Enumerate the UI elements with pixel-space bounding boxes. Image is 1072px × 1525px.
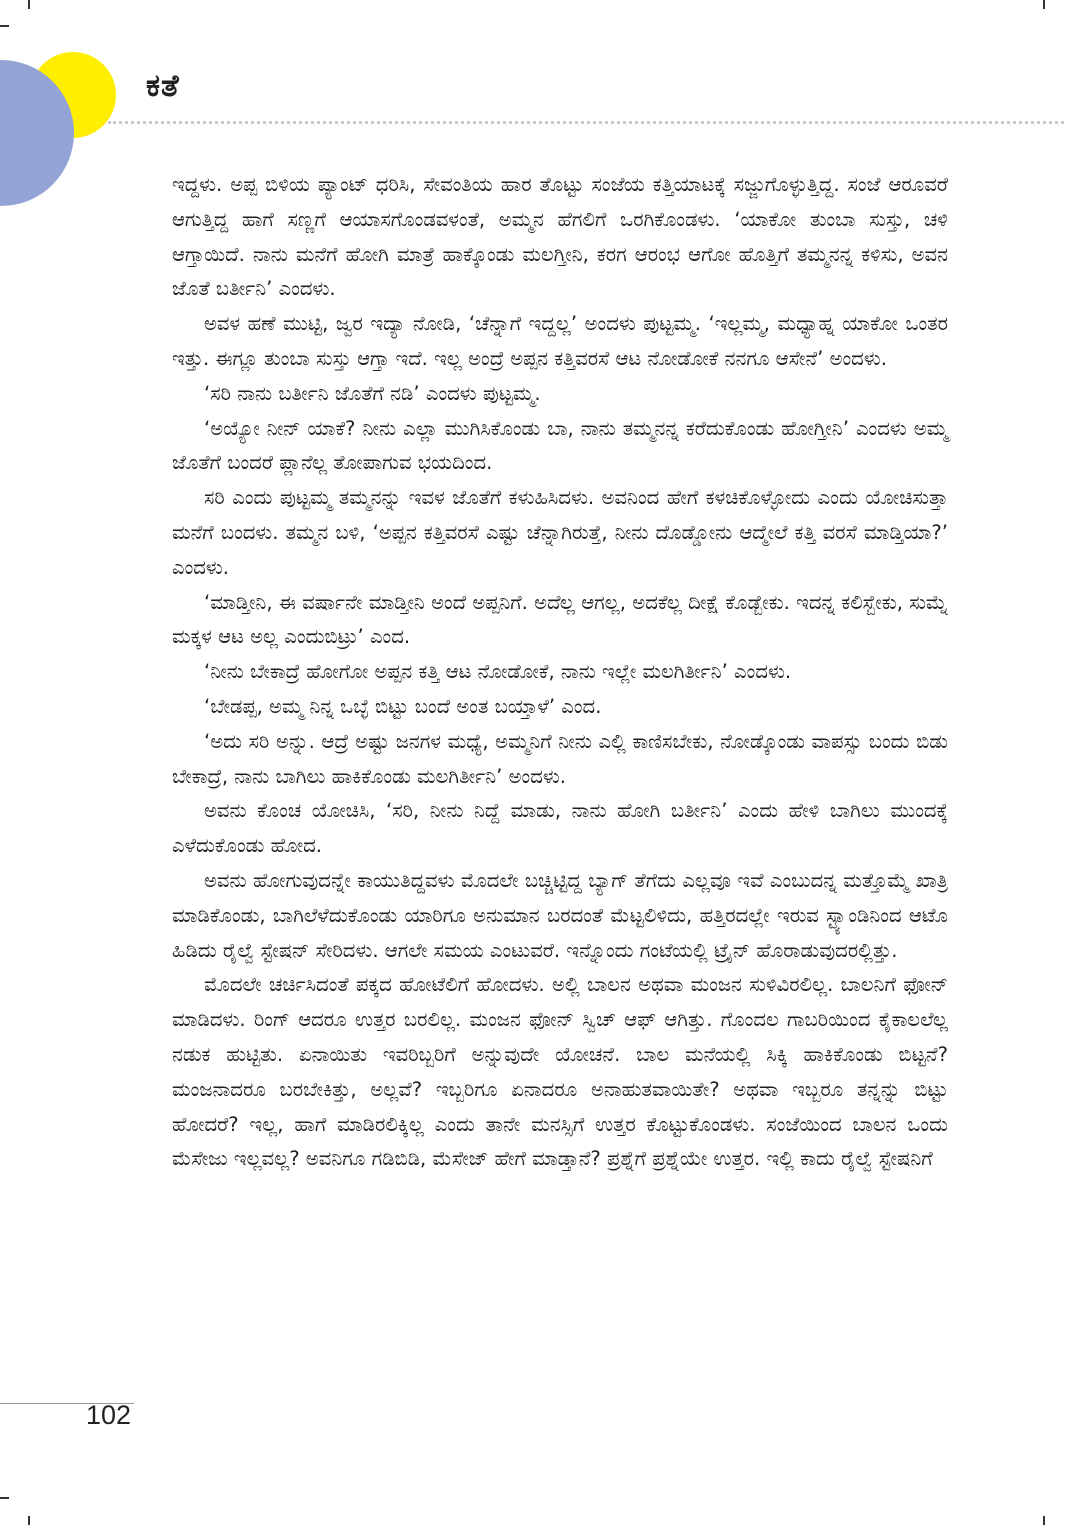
paragraph: ‘ಸರಿ ನಾನು ಬರ್ತೀನಿ ಜೊತೆಗೆ ನಡಿ’ ಎಂದಳು ಪುಟ್ಟಮ್ಮ. [204, 381, 541, 405]
story-body [172, 168, 948, 1177]
paragraph: ಮೊದಲೇ ಚರ್ಚಿಸಿದಂತೆ ಪಕ್ಕದ ಹೋಟೆಲಿಗೆ ಹೋದಳು. ಅಲ್ಲಿ ಬಾಲನ ಅಥವಾ ಮಂಜನ ಸುಳಿವಿರಲಿಲ್ಲ. ಬಾಲನಿಗೆ ಫೋನ್ ಮಾಡಿದಳು. ರಿಂಗ್ ಆದರೂ ಉತ್ತರ ಬರಲಿಲ್ಲ. ಮಂಜನ ಫೋನ್ ಸ್ವಿಚ್ ಆಫ್ ಆಗಿತ್ತು. ಗೊಂದಲ ಗಾಬರಿಯಿಂದ ಕೈಕಾಲಲೆಲ್ಲ ನಡುಕ ಹುಟ್ಟಿತು. ಏನಾಯಿತು ಇವರಿಬ್ಬರಿಗೆ ಅನ್ನುವುದೇ ಯೋಚನೆ. ಬಾಲ ಮನೆಯಲ್ಲಿ ಸಿಕ್ಕಿ ಹಾಕಿಕೊಂಡು ಬಿಟ್ಟನೆ? ಮಂಜನಾದರೂ ಬರಬೇಕಿತ್ತು, ಅಲ್ಲವೆ? ಇಬ್ಬರಿಗೂ ಏನಾದರೂ ಅನಾಹುತವಾಯಿತೇ? ಅಥವಾ ಇಬ್ಬರೂ ತನ್ನನ್ನು ಬಿಟ್ಟು ಹೋದರೆ? ಇಲ್ಲ, ಹಾಗೆ ಮಾಡಿರಲಿಕ್ಕಿಲ್ಲ ಎಂದು ತಾನೇ ಮನಸ್ಸಿಗೆ ಉತ್ತರ ಕೊಟ್ಟುಕೊಂಡಳು. ಸಂಜೆಯಿಂದ ಬಾಲನ ಒಂದು ಮೆಸೇಜು ಇಲ್ಲವಲ್ಲ? ಅವನಿಗೂ ಗಡಿಬಿಡಿ, ಮೆಸೇಜ್ ಹೇಗೆ ಮಾಡ್ತಾನೆ? ಪ್ರಶ್ನೆಗೆ ಪ್ರಶ್ನೆಯೇ ಉತ್ತರ. ಇಲ್ಲಿ ಕಾದು ರೈಲ್ವೆ ಸ್ಟೇಷನಿಗೆ [172, 973, 948, 1171]
crop-mark-top-left [28, 0, 30, 9]
paragraph: ಇದ್ದಳು. ಅಪ್ಪ ಬಿಳಿಯ ಪ್ಯಾಂಟ್ ಧರಿಸಿ, ಸೇವಂತಿಯ ಹಾರ ತೊಟ್ಟು ಸಂಜೆಯ ಕತ್ತಿಯಾಟಕ್ಕೆ ಸಜ್ಜುಗೊಳ್ಳುತ್ತಿದ್ದ. ಸಂಜೆ ಆರೂವರೆ ಆಗುತ್ತಿದ್ದ ಹಾಗೆ ಸಣ್ಣಗೆ ಆಯಾಸಗೊಂಡವಳಂತೆ, ಅಮ್ಮನ ಹೆಗಲಿಗೆ ಒರಗಿಕೊಂಡಳು. ‘ಯಾಕೋ ತುಂಬಾ ಸುಸ್ತು, ಚಳಿ ಆಗ್ತಾಯಿದೆ. ನಾನು ಮನೆಗೆ ಹೋಗಿ ಮಾತ್ರೆ ಹಾಕ್ಕೊಂಡು ಮಲಗ್ತೀನಿ, ಕರಗ ಆರಂಭ ಆಗೋ ಹೊತ್ತಿಗೆ ತಮ್ಮನನ್ನ ಕಳಿಸು, ಅವನ ಜೊತೆ ಬರ್ತೀನಿ’ ಎಂದಳು. [172, 173, 948, 301]
crop-mark-left-lower [0, 1497, 9, 1499]
paragraph: ‘ಮಾಡ್ತೀನಿ, ಈ ವರ್ಷಾನೇ ಮಾಡ್ತೀನಿ ಅಂದೆ ಅಪ್ಪನಿಗೆ. ಅದೆಲ್ಲ ಆಗಲ್ಲ, ಅದಕೆಲ್ಲ ದೀಕ್ಷೆ ಕೊಡ್ಬೇಕು. ಇದನ್ನ ಕಲಿಸ್ಬೇಕು, ಸುಮ್ನೆ ಮಕ್ಕಳ ಆಟ ಅಲ್ಲ ಎಂದುಬಿಟ್ರು’ ಎಂದ. [172, 590, 948, 649]
paragraph: ‘ಬೇಡಪ್ಪ, ಅಮ್ಮ ನಿನ್ನ ಒಬ್ಳೆ ಬಿಟ್ಟು ಬಂದೆ ಅಂತ ಬಯ್ತಾಳೆ’ ಎಂದ. [204, 694, 602, 718]
page-number: 102 [86, 1400, 132, 1430]
section-label: ಕತೆ [146, 68, 180, 104]
paragraph: ಅವನು ಹೋಗುವುದನ್ನೇ ಕಾಯುತಿದ್ದವಳು ಮೊದಲೇ ಬಚ್ಚಿಟ್ಟಿದ್ದ ಬ್ಯಾಗ್ ತೆಗೆದು ಎಲ್ಲವೂ ಇವೆ ಎಂಬುದನ್ನ ಮತ್ತೊಮ್ಮೆ ಖಾತ್ರಿ ಮಾಡಿಕೊಂಡು, ಬಾಗಿಲೆಳೆದುಕೊಂಡು ಯಾರಿಗೂ ಅನುಮಾನ ಬರದಂತೆ ಮೆಟ್ಟಲಿಳಿದು, ಹತ್ತಿರದಲ್ಲೇ ಇರುವ ಸ್ಟ್ಯಾಂಡಿನಿಂದ ಆಟೊ ಹಿಡಿದು ರೈಲ್ವೆ ಸ್ಟೇಷನ್ ಸೇರಿದಳು. ಆಗಲೇ ಸಮಯ ಎಂಟುವರೆ. ಇನ್ನೊಂದು ಗಂಟೆಯಲ್ಲಿ ಟ್ರೈನ್ ಹೊರಾಡುವುದರಲ್ಲಿತ್ತು. [172, 868, 948, 962]
paragraph: ಅವಳ ಹಣೆ ಮುಟ್ಟಿ, ಜ್ವರ ಇದ್ಯಾ ನೋಡಿ, ‘ಚೆನ್ನಾಗೆ ಇದ್ದಲ್ಲ’ ಅಂದಳು ಪುಟ್ಟಮ್ಮ. ‘ಇಲ್ಲಮ್ಮ, ಮಧ್ಯಾಹ್ನ ಯಾಕೋ ಒಂತರ ಇತ್ತು. ಈಗ್ಲೂ ತುಂಬಾ ಸುಸ್ತು ಆಗ್ತಾ ಇದೆ. ಇಲ್ಲ ಅಂದ್ರೆ ಅಪ್ಪನ ಕತ್ತಿವರಸೆ ಆಟ ನೋಡೋಕೆ ನನಗೂ ಆಸೇನೆ’ ಅಂದಳು. [172, 312, 948, 370]
paragraph: ‘ನೀನು ಬೇಕಾದ್ರೆ ಹೋಗೋ ಅಪ್ಪನ ಕತ್ತಿ ಆಟ ನೋಡೋಕೆ, ನಾನು ಇಲ್ಲೇ ಮಲಗಿರ್ತೀನಿ’ ಎಂದಳು. [204, 660, 792, 684]
header-dotted-rule [108, 121, 1064, 124]
crop-mark-left-upper [0, 25, 9, 27]
paragraph: ‘ಅದು ಸರಿ ಅನ್ನು. ಆದ್ರೆ ಅಷ್ಟು ಜನಗಳ ಮಧ್ಯೆ, ಅಮ್ಮನಿಗೆ ನೀನು ಎಲ್ಲಿ ಕಾಣಿಸಬೇಕು, ನೋಡ್ಕೊಂಡು ವಾಪಸ್ಸು ಬಂದು ಬಿಡು ಬೇಕಾದ್ರೆ, ನಾನು ಬಾಗಿಲು ಹಾಕಿಕೊಂಡು ಮಲಗಿರ್ತೀನಿ’ ಅಂದಳು. [172, 729, 948, 788]
paragraph: ‘ಅಯ್ಯೋ ನೀನ್ ಯಾಕೆ? ನೀನು ಎಲ್ಲಾ ಮುಗಿಸಿಕೊಂಡು ಬಾ, ನಾನು ತಮ್ಮನನ್ನ ಕರೆದುಕೊಂಡು ಹೋಗ್ತೀನಿ’ ಎಂದಳು ಅಮ್ಮ ಜೊತೆಗೆ ಬಂದರೆ ಪ್ಲಾನೆಲ್ಲ ತೋಪಾಗುವ ಭಯದಿಂದ. [172, 416, 948, 475]
paragraph: ಅವನು ಕೊಂಚ ಯೋಚಿಸಿ, ‘ಸರಿ, ನೀನು ನಿದ್ದೆ ಮಾಡು, ನಾನು ಹೋಗಿ ಬರ್ತೀನಿ’ ಎಂದು ಹೇಳಿ ಬಾಗಿಲು ಮುಂದಕ್ಕೆ ಎಳೆದುಕೊಂಡು ಹೋದ. [172, 799, 948, 858]
paragraph: ಸರಿ ಎಂದು ಪುಟ್ಟಮ್ಮ ತಮ್ಮನನ್ನು ಇವಳ ಜೊತೆಗೆ ಕಳುಹಿಸಿದಳು. ಅವನಿಂದ ಹೇಗೆ ಕಳಚಿಕೊಳ್ಳೋದು ಎಂದು ಯೋಚಿಸುತ್ತಾ ಮನೆಗೆ ಬಂದಳು. ತಮ್ಮನ ಬಳಿ, ‘ಅಪ್ಪನ ಕತ್ತಿವರಸೆ ಎಷ್ಟು ಚೆನ್ನಾಗಿರುತ್ತೆ, ನೀನು ದೊಡ್ಡೋನು ಆದ್ಮೇಲೆ ಕತ್ತಿ ವರಸೆ ಮಾಡ್ತಿಯಾ?’ ಎಂದಳು. [172, 486, 948, 579]
crop-mark-bottom-right [1043, 1516, 1045, 1525]
crop-mark-top-right [1043, 0, 1045, 9]
crop-mark-bottom-left [28, 1516, 30, 1525]
